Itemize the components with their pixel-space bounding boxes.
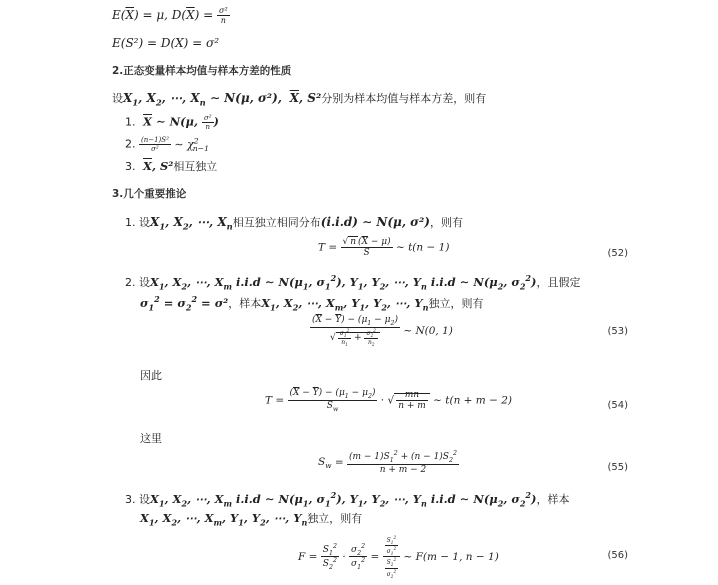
therefore-label: 因此 bbox=[140, 369, 162, 382]
section-2-intro: 设$X_1$, $X_2$, ⋯, $X_n$ ∼ N(μ, σ²), $\overline{X}$, S²分别为样本均值与样本方差，则有 bbox=[112, 91, 487, 108]
section-3-item-1-text: 1. 设$X_1$, $X_2$, ⋯, $X_n$相互独立相同分布(i.i.d) ∼ N(μ, σ²)，则有 bbox=[125, 215, 463, 232]
equation-54: T = $\frac{(\overline{X} - \overline{Y}) - (\mu_1 - \mu_2)}{S_w}$ · √ $\frac{mn}{n + m}$ ∼ t(n + m − 2) bbox=[265, 388, 513, 413]
section-2-item-3: 3. $\overline{X}$, S²相互独立 bbox=[125, 159, 218, 173]
section-2-item-1: 1. $\overline{X}$ ∼ N(μ, $\frac{\text{σ²}}{n}$ ) bbox=[125, 114, 219, 131]
formula-mean-variance: $E(\overline{X}) = \mu$, $D(\overline{X})$ = $\frac{\text{σ²}}{n}$ bbox=[112, 6, 228, 25]
equation-55: $S_w$ = $\frac{(m - 1)S_1^2 + (n - 1)S_2^2}{n + m - 2}$ bbox=[318, 450, 458, 475]
section-2-item-2: 2. $\frac{\text{(n−1)S²}}{\text{σ²}}$ ∼ $\chi^2_{n-1}$ bbox=[125, 136, 209, 154]
section-3-item-2-text-cont: $\sigma_1^2 = \sigma_2^2 = \sigma^2$，样本$X_1$, $X_2$, ⋯, $X_m$, $Y_1$, $Y_2$, ⋯, $Y_n$独立，则有 bbox=[140, 294, 484, 313]
equation-56: F = $\frac{S_1^2}{S_2^2}$ · $\frac{\sigma_2^2}{\sigma_1^2}$ = $\frac{\frac{S_1^2}{\sigma_1^2}}{\frac{S_2^2}{\sigma_2^2}}$ ∼ F(m − 1, n − 1) bbox=[298, 535, 499, 579]
equation-number-53: (53) bbox=[607, 326, 628, 337]
section-3-item-3-text: 3. 设$X_1$, $X_2$, ⋯, $X_m$ i.i.d ∼ $N(\mu_1$, $\sigma_1^2$), $Y_1$, $Y_2$, ⋯, $Y_n$ i.i.d ∼ $N(\mu_2$, $\sigma_2^2$)，样本 bbox=[125, 490, 570, 509]
equation-number-55: (55) bbox=[607, 462, 628, 473]
equation-number-56: (56) bbox=[607, 550, 628, 561]
equation-number-52: (52) bbox=[607, 248, 628, 259]
formula-expected-s2: E(S²) = D(X) = σ² bbox=[112, 36, 220, 50]
here-label: 这里 bbox=[140, 432, 162, 445]
equation-53: $(\overline{X} - \overline{Y}) - (\mu_1 - \mu_2)$ √ $\frac{\sigma_1^2}{n_1}$ + $\frac{\sigma_2^2}{n_2}$ ∼ N(0, 1) bbox=[312, 315, 453, 348]
section-2-heading: 2.正态变量样本均值与样本方差的性质 bbox=[112, 65, 292, 77]
section-3-item-2-text: 2. 设$X_1$, $X_2$, ⋯, $X_m$ i.i.d ∼ $N(\mu_1$, $\sigma_1^2$), $Y_1$, $Y_2$, ⋯, $Y_n$ i.i.d ∼ $N(\mu_2$, $\sigma_2^2$)，且假定 bbox=[125, 273, 581, 292]
section-3-heading: 3.几个重要推论 bbox=[112, 188, 187, 200]
equation-52: T = $\frac{√ n (\overline{X} - \mu)}{S}$ ∼ t(n − 1) bbox=[318, 237, 450, 258]
section-3-item-3-text-cont: $X_1$, $X_2$, ⋯, $X_m$, $Y_1$, $Y_2$, ⋯, $Y_n$独立，则有 bbox=[140, 511, 363, 528]
equation-number-54: (54) bbox=[607, 400, 628, 411]
